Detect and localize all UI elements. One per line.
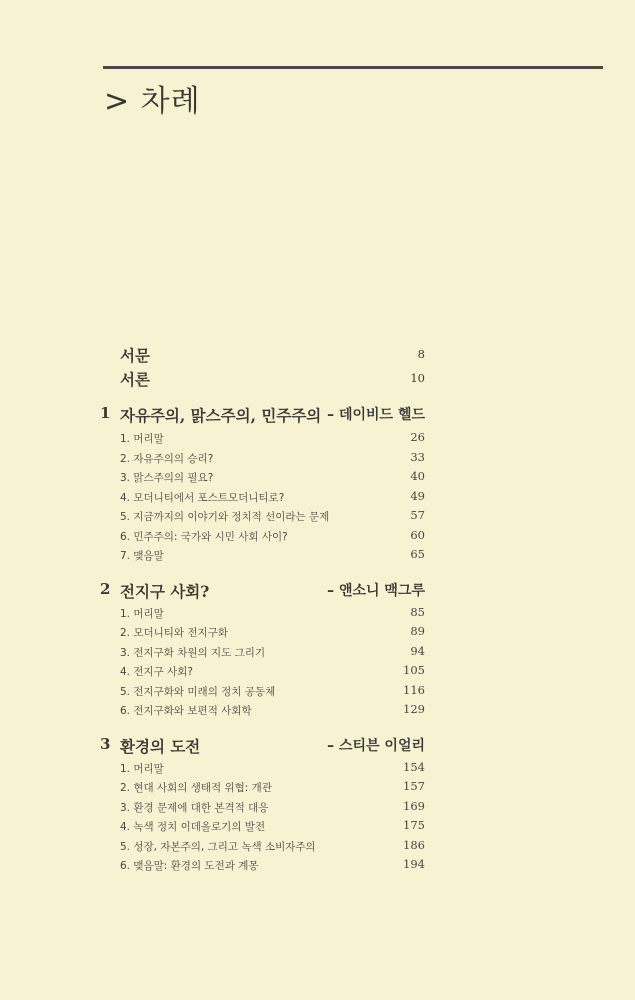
toc-section[interactable] [0,661,635,681]
toc-entry-introduction[interactable] [0,368,635,388]
section-page: 40 [410,469,425,483]
toc-section[interactable] [0,448,635,468]
section-page: 157 [403,779,425,793]
toc-section[interactable] [0,467,635,487]
toc-section[interactable] [0,642,635,662]
section-page: 85 [410,605,425,619]
chapter-title: 환경의 도전 [120,737,201,756]
section-page: 186 [403,838,425,852]
toc-section[interactable] [0,622,635,642]
section-page: 194 [403,857,425,871]
section-label: 5. 전지구화와 미래의 정치 공동체 [120,686,276,698]
section-label: 6. 민주주의: 국가와 시민 사회 사이? [120,531,288,543]
section-page: 105 [403,663,425,677]
toc-section[interactable] [0,700,635,720]
toc-entry-preface[interactable] [0,344,635,364]
toc-section[interactable] [0,777,635,797]
section-page: 33 [410,450,425,464]
toc-entry-label: 서문 [120,346,150,365]
chapter-heading-3[interactable] [0,735,635,755]
section-page: 60 [410,528,425,542]
section-page: 129 [403,702,425,716]
toc-section[interactable] [0,836,635,856]
section-page: 94 [410,644,425,658]
section-label: 5. 성장, 자본주의, 그리고 녹색 소비자주의 [120,841,316,853]
section-label: 3. 맑스주의의 필요? [120,472,214,484]
section-label: 2. 자유주의의 승리? [120,453,214,465]
section-page: 26 [410,430,425,444]
chapter-number: 2 [100,580,111,598]
chapter-author: – 데이비드 헬드 [327,407,425,423]
section-label: 1. 머리말 [120,608,164,620]
section-label: 4. 녹색 정치 이데올로기의 발전 [120,821,266,833]
section-label: 3. 환경 문제에 대한 본격적 대응 [120,802,269,814]
chapter-title: 자유주의, 맑스주의, 민주주의 [120,406,322,425]
toc-section[interactable] [0,681,635,701]
toc-entry-page: 8 [417,347,425,361]
section-label: 2. 현대 사회의 생태적 위협: 개관 [120,782,272,794]
toc-section[interactable] [0,855,635,875]
section-page: 65 [410,547,425,561]
section-label: 7. 맺음말 [120,550,164,562]
header-rule [103,66,603,69]
toc-section[interactable] [0,758,635,778]
page-title: > 차례 [104,84,201,119]
toc-section[interactable] [0,797,635,817]
section-label: 6. 맺음말: 환경의 도전과 계몽 [120,860,259,872]
section-page: 49 [410,489,425,503]
section-page: 169 [403,799,425,813]
toc-section[interactable] [0,428,635,448]
section-page: 116 [403,683,425,697]
toc-section[interactable] [0,526,635,546]
section-label: 4. 모더니티에서 포스트모더니티로? [120,492,285,504]
toc-section[interactable] [0,545,635,565]
section-label: 3. 전지구화 차원의 지도 그리기 [120,647,266,659]
section-label: 5. 지금까지의 이야기와 정치적 선이라는 문제 [120,511,330,523]
section-page: 175 [403,818,425,832]
toc-section[interactable] [0,487,635,507]
chapter-heading-1[interactable] [0,404,635,424]
section-page: 154 [403,760,425,774]
chapter-heading-2[interactable] [0,580,635,600]
chapter-title: 전지구 사회? [120,582,210,601]
toc-section[interactable] [0,506,635,526]
section-label: 1. 머리말 [120,433,164,445]
toc-entry-label: 서론 [120,370,150,389]
section-label: 6. 전지구화와 보편적 사회학 [120,705,252,717]
chapter-number: 1 [100,404,111,422]
section-label: 4. 전지구 사회? [120,666,193,678]
toc-section[interactable] [0,603,635,623]
toc-entry-page: 10 [410,371,425,385]
chapter-author: – 앤소니 맥그루 [327,583,425,599]
section-page: 89 [410,624,425,638]
section-label: 2. 모더니티와 전지구화 [120,627,228,639]
chapter-number: 3 [100,735,111,753]
section-label: 1. 머리말 [120,763,164,775]
section-page: 57 [410,508,425,522]
toc-section[interactable] [0,816,635,836]
chapter-author: – 스티븐 이얼리 [327,738,425,754]
